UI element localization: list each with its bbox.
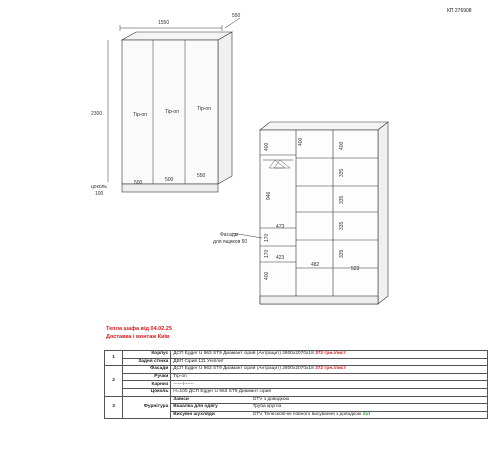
row-value-text: ДСП Egger U 963 ST9 Диамант сірий (Антрацит) 2800x2070x18 — [173, 351, 314, 357]
dim-400-c: 400 — [264, 142, 270, 151]
table-row — [105, 388, 488, 396]
door-label-3: Tip-on — [197, 106, 211, 112]
row-name: Цоколь — [123, 388, 171, 396]
hw-item-name: Вішалка для одягу — [173, 404, 218, 410]
hw-item-name: Висувні шухляди — [173, 412, 215, 418]
dim-946: 946 — [266, 191, 272, 200]
dim-170-a: 170 — [264, 233, 270, 242]
row-value-text: ДСП Egger U 963 ST9 Диамант сірий (Антрацит) 2800x2070x18 — [173, 366, 314, 372]
depth-dim-label: 550 — [232, 13, 241, 19]
door-label-1: Tip-on — [133, 112, 147, 118]
row-name: Корпус — [123, 351, 171, 359]
fascia-label-2: для ящиков 50 — [213, 239, 248, 245]
dim-335-d: 335 — [339, 249, 345, 258]
row-price: 372 грн./лист — [315, 366, 346, 372]
plinth-label: цоколь — [91, 184, 108, 190]
spec-table — [104, 350, 488, 419]
fascia-label-1: Фасады — [220, 232, 239, 238]
row-value: ------/------ — [171, 381, 488, 389]
row-num: 2 — [105, 366, 123, 396]
doc-code: КП 276908 — [447, 8, 472, 14]
width-dim-label: 1550 — [158, 20, 170, 26]
dim-335-c: 335 — [339, 221, 345, 230]
hw-item-desc: GTV Телескопічні повного висування з доводкою — [252, 412, 362, 418]
row-name: Карниз — [123, 381, 171, 389]
row-name: Фурнітура — [123, 396, 171, 419]
row-value — [171, 411, 488, 419]
hw-item-price: Zut — [362, 412, 371, 418]
row-num: 3 — [105, 396, 123, 419]
dim-473: 473 — [276, 224, 285, 230]
row-value — [171, 351, 488, 359]
row-name: Фасади — [123, 366, 171, 374]
row-value: ДВП Сірий 111 Уніплит — [171, 358, 488, 366]
door-width-3: 550 — [197, 173, 206, 179]
dim-423: 423 — [276, 255, 285, 261]
row-value: Н=100 ДСП Egger U 963 ST9 Диамант сірий — [171, 388, 488, 396]
dim-335-a: 335 — [339, 168, 345, 177]
dim-400-b: 400 — [339, 141, 345, 150]
door-label-2: Tip-on — [165, 109, 179, 115]
table-row — [105, 381, 488, 389]
hw-item-desc: GTV з доводкою — [252, 396, 290, 402]
dim-170-b: 170 — [264, 249, 270, 258]
dim-400-a: 400 — [298, 137, 304, 146]
row-name: Ручки — [123, 373, 171, 381]
row-value — [171, 404, 488, 412]
row-price: 372 грн./лист — [315, 351, 346, 357]
note-line-1: Тепла шафа від 04.02.25 — [106, 326, 172, 332]
row-value — [171, 366, 488, 374]
height-dim-label: 2300 — [91, 111, 103, 117]
row-num: 1 — [105, 351, 123, 366]
door-width-1: 500 — [134, 180, 143, 186]
table-row — [105, 373, 488, 381]
dim-335-b: 335 — [339, 195, 345, 204]
table-row — [105, 366, 488, 374]
dim-482: 482 — [311, 262, 320, 268]
plinth-value: 100 — [95, 191, 104, 197]
table-row — [105, 358, 488, 366]
dim-400-d: 400 — [264, 271, 270, 280]
row-value: Tip-on — [171, 373, 488, 381]
hw-item-desc: Труба кругла — [252, 404, 282, 410]
note-line-2: Доставка і монтаж Київ — [106, 334, 170, 340]
row-name: Задня стінка — [123, 358, 171, 366]
door-width-2: 500 — [165, 177, 174, 183]
dim-523: 523 — [351, 266, 360, 272]
table-row — [105, 396, 488, 404]
hw-item-name: Завіси — [173, 396, 189, 402]
table-row — [105, 351, 488, 359]
row-value — [171, 396, 488, 404]
